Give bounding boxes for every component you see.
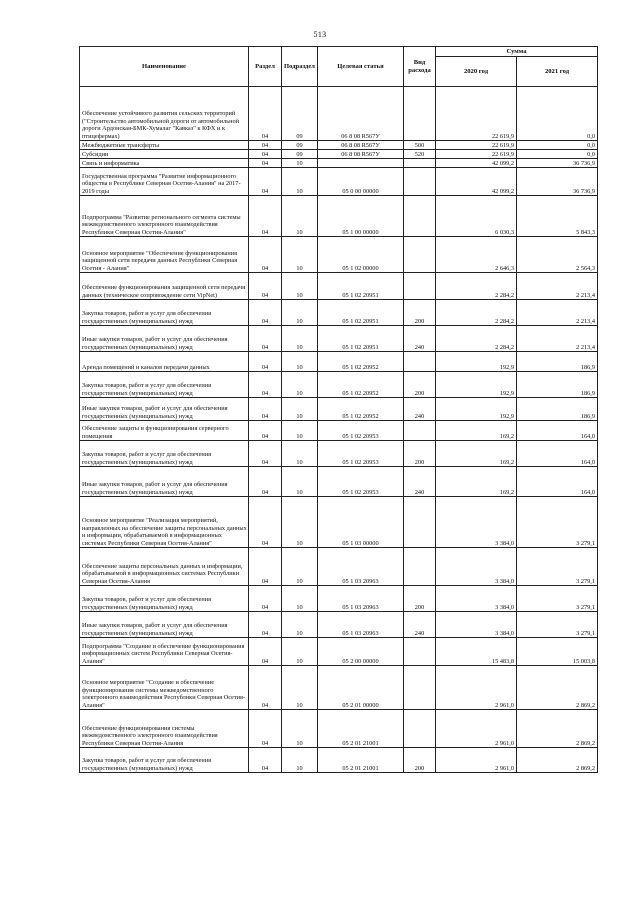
cell-amount-2020: 2 646,3 — [436, 237, 517, 273]
cell-amount-2020: 192,9 — [436, 352, 517, 372]
cell-name: Обеспечение защиты и функционирования серверного помещения — [80, 421, 249, 441]
cell-target-item: 05 1 02 20952 — [318, 372, 404, 398]
table-row — [80, 398, 598, 421]
cell-expense-type — [404, 87, 436, 141]
cell-amount-2021: 0,0 — [517, 87, 598, 141]
cell-name: Закупка товаров, работ и услуг для обеспечения государственных (муниципальных) нужд — [80, 748, 249, 773]
cell-target-item: 05 1 02 20951 — [318, 300, 404, 326]
table-row — [80, 141, 598, 150]
table-row — [80, 666, 598, 710]
table-row — [80, 467, 598, 497]
cell-section: 04 — [249, 87, 282, 141]
cell-section: 04 — [249, 326, 282, 352]
cell-section: 04 — [249, 141, 282, 150]
cell-amount-2020: 2 961,0 — [436, 710, 517, 748]
cell-name: Обеспечение защиты персональных данных и информации, обрабатываемой в информационных системах Республики Северная Осетия-Алания — [80, 548, 249, 586]
cell-section: 04 — [249, 273, 282, 300]
cell-amount-2020: 2 284,2 — [436, 273, 517, 300]
cell-name: Обеспечение устойчивого развития сельских территорий ("Строительство автомобильной дороги от автомобильной дороги Ардонская-БМК-Хумалаг "Кавказ" к КФХ и к птицефермах) — [80, 87, 249, 141]
budget-table — [79, 46, 598, 773]
table-row — [80, 159, 598, 168]
table-row — [80, 710, 598, 748]
cell-section: 04 — [249, 612, 282, 638]
cell-expense-type — [404, 666, 436, 710]
cell-section: 04 — [249, 748, 282, 773]
cell-amount-2021: 15 003,8 — [517, 638, 598, 666]
cell-subsection: 10 — [282, 237, 318, 273]
cell-subsection: 10 — [282, 196, 318, 237]
cell-section: 04 — [249, 586, 282, 612]
cell-amount-2021: 2 213,4 — [517, 273, 598, 300]
cell-amount-2020: 22 619,9 — [436, 141, 517, 150]
cell-amount-2020: 3 384,0 — [436, 497, 517, 548]
cell-expense-type: 200 — [404, 441, 436, 467]
cell-subsection: 10 — [282, 497, 318, 548]
table-row — [80, 638, 598, 666]
table-row — [80, 87, 598, 141]
cell-section: 04 — [249, 352, 282, 372]
cell-amount-2021: 2 564,3 — [517, 237, 598, 273]
cell-target-item: 05 1 02 20951 — [318, 273, 404, 300]
header-target-item: Целевая статья — [318, 47, 404, 87]
cell-name: Закупка товаров, работ и услуг для обеспечения государственных (муниципальных) нужд — [80, 441, 249, 467]
cell-amount-2020: 169,2 — [436, 467, 517, 497]
table-row — [80, 300, 598, 326]
cell-section: 04 — [249, 467, 282, 497]
cell-target-item: 05 1 02 00000 — [318, 237, 404, 273]
cell-amount-2020: 22 619,9 — [436, 150, 517, 159]
table-row — [80, 441, 598, 467]
cell-section: 04 — [249, 548, 282, 586]
cell-subsection: 10 — [282, 548, 318, 586]
cell-target-item: 05 1 00 00000 — [318, 196, 404, 237]
cell-name: Основное мероприятие "Обеспечение функционирования защищенной сети передачи данных Республики Северная Осетия - Алания" — [80, 237, 249, 273]
cell-expense-type: 240 — [404, 467, 436, 497]
cell-subsection: 10 — [282, 168, 318, 196]
cell-amount-2021: 2 869,2 — [517, 748, 598, 773]
cell-amount-2020: 42 099,2 — [436, 159, 517, 168]
cell-amount-2021: 0,0 — [517, 141, 598, 150]
cell-amount-2021: 0,0 — [517, 150, 598, 159]
cell-target-item: 05 2 01 21001 — [318, 710, 404, 748]
cell-name: Подпрограмма "Развитие регионального сегмента системы межведомственного электронного взаимодействия Республики Северная Осетия-Алания" — [80, 196, 249, 237]
cell-name: Субсидии — [80, 150, 249, 159]
cell-target-item: 05 2 01 00000 — [318, 666, 404, 710]
cell-amount-2020: 2 284,2 — [436, 326, 517, 352]
cell-target-item: 05 1 02 20951 — [318, 326, 404, 352]
cell-expense-type — [404, 352, 436, 372]
cell-name: Иные закупки товаров, работ и услуг для обеспечения государственных (муниципальных) нужд — [80, 467, 249, 497]
cell-name: Основное мероприятие "Реализация мероприятий, направленных на обеспечение защиты персональных данных и информации, обрабатываемой в информационных системах Республики Северная Осетия-Алания" — [80, 497, 249, 548]
cell-subsection: 10 — [282, 421, 318, 441]
cell-target-item: 05 1 03 20963 — [318, 548, 404, 586]
cell-subsection: 10 — [282, 159, 318, 168]
header-year-2021: 2021 год — [517, 57, 598, 87]
cell-amount-2020: 3 384,0 — [436, 586, 517, 612]
cell-target-item: 05 1 02 20953 — [318, 421, 404, 441]
cell-target-item: 05 1 02 20953 — [318, 441, 404, 467]
cell-name: Основное мероприятие "Создание и обеспечение функционирования системы межведомственного электронного взаимодействия Республики Северная Осетия-Алания" — [80, 666, 249, 710]
cell-subsection: 10 — [282, 300, 318, 326]
cell-amount-2021: 186,9 — [517, 352, 598, 372]
cell-amount-2021: 3 279,1 — [517, 586, 598, 612]
cell-name: Обеспечение функционирования системы межведомственного электронного взаимодействия Республики Северная Осетия-Алания — [80, 710, 249, 748]
table-body — [80, 87, 598, 773]
cell-amount-2020: 169,2 — [436, 441, 517, 467]
header-subsection: Подраздел — [282, 47, 318, 87]
cell-expense-type: 500 — [404, 141, 436, 150]
cell-amount-2020: 3 384,0 — [436, 612, 517, 638]
cell-name: Аренда помещений и каналов передачи данных — [80, 352, 249, 372]
cell-subsection: 10 — [282, 467, 318, 497]
cell-subsection: 10 — [282, 612, 318, 638]
cell-subsection: 10 — [282, 710, 318, 748]
cell-subsection: 10 — [282, 326, 318, 352]
cell-amount-2021: 36 736,9 — [517, 159, 598, 168]
cell-subsection: 10 — [282, 586, 318, 612]
cell-expense-type: 200 — [404, 586, 436, 612]
cell-subsection: 09 — [282, 87, 318, 141]
cell-section: 04 — [249, 168, 282, 196]
cell-expense-type — [404, 273, 436, 300]
cell-expense-type — [404, 421, 436, 441]
cell-expense-type: 200 — [404, 748, 436, 773]
cell-amount-2020: 192,9 — [436, 398, 517, 421]
cell-section: 04 — [249, 372, 282, 398]
cell-amount-2021: 164,0 — [517, 441, 598, 467]
cell-expense-type — [404, 196, 436, 237]
cell-amount-2021: 186,9 — [517, 398, 598, 421]
table-row — [80, 586, 598, 612]
table-row — [80, 168, 598, 196]
cell-amount-2021: 2 213,4 — [517, 326, 598, 352]
cell-section: 04 — [249, 237, 282, 273]
cell-expense-type: 200 — [404, 372, 436, 398]
cell-subsection: 10 — [282, 398, 318, 421]
cell-section: 04 — [249, 196, 282, 237]
cell-name: Государственная программа "Развитие информационного общества в Республике Северная Осетия-Алания" на 2017-2019 годы — [80, 168, 249, 196]
cell-expense-type: 200 — [404, 300, 436, 326]
cell-expense-type: 240 — [404, 398, 436, 421]
cell-section: 04 — [249, 497, 282, 548]
cell-amount-2020: 22 619,9 — [436, 87, 517, 141]
cell-target-item: 05 2 00 00000 — [318, 638, 404, 666]
table-row — [80, 372, 598, 398]
cell-expense-type — [404, 237, 436, 273]
cell-section: 04 — [249, 300, 282, 326]
table-row — [80, 196, 598, 237]
table-row — [80, 352, 598, 372]
cell-subsection: 10 — [282, 666, 318, 710]
cell-expense-type: 240 — [404, 326, 436, 352]
cell-section: 04 — [249, 159, 282, 168]
cell-name: Иные закупки товаров, работ и услуг для обеспечения государственных (муниципальных) нужд — [80, 398, 249, 421]
cell-section: 04 — [249, 421, 282, 441]
cell-name: Подпрограмма "Создание и обеспечение функционирования информационных систем Республики Северная Осетия-Алания" — [80, 638, 249, 666]
cell-target-item — [318, 159, 404, 168]
cell-target-item: 05 2 01 21001 — [318, 748, 404, 773]
cell-expense-type: 240 — [404, 612, 436, 638]
cell-subsection: 10 — [282, 273, 318, 300]
cell-subsection: 09 — [282, 150, 318, 159]
cell-expense-type — [404, 497, 436, 548]
cell-target-item: 06 8 08 R567У — [318, 141, 404, 150]
cell-target-item: 06 8 08 R567У — [318, 87, 404, 141]
cell-section: 04 — [249, 638, 282, 666]
header-year-2020: 2020 год — [436, 57, 517, 87]
cell-amount-2020: 42 099,2 — [436, 168, 517, 196]
cell-name: Иные закупки товаров, работ и услуг для обеспечения государственных (муниципальных) нужд — [80, 612, 249, 638]
cell-section: 04 — [249, 398, 282, 421]
cell-amount-2020: 2 961,0 — [436, 748, 517, 773]
table-row — [80, 421, 598, 441]
cell-amount-2021: 2 869,2 — [517, 666, 598, 710]
table-row — [80, 150, 598, 159]
cell-section: 04 — [249, 441, 282, 467]
cell-amount-2021: 186,9 — [517, 372, 598, 398]
cell-target-item: 05 1 02 20952 — [318, 398, 404, 421]
cell-amount-2021: 3 279,1 — [517, 548, 598, 586]
header-section: Раздел — [249, 47, 282, 87]
cell-amount-2021: 3 279,1 — [517, 497, 598, 548]
page-number: 513 — [313, 30, 327, 39]
cell-amount-2021: 164,0 — [517, 421, 598, 441]
header-name: Наименование — [80, 47, 249, 87]
table-row — [80, 237, 598, 273]
cell-name: Закупка товаров, работ и услуг для обеспечения государственных (муниципальных) нужд — [80, 372, 249, 398]
cell-amount-2021: 3 279,1 — [517, 612, 598, 638]
cell-expense-type — [404, 168, 436, 196]
cell-amount-2020: 192,9 — [436, 372, 517, 398]
cell-section: 04 — [249, 666, 282, 710]
table-row — [80, 326, 598, 352]
table-row — [80, 273, 598, 300]
table-row — [80, 748, 598, 773]
cell-subsection: 10 — [282, 441, 318, 467]
cell-target-item: 05 1 02 20952 — [318, 352, 404, 372]
table-row — [80, 548, 598, 586]
cell-expense-type — [404, 638, 436, 666]
header-expense-type: Вид расхода — [404, 47, 436, 87]
cell-section: 04 — [249, 710, 282, 748]
cell-expense-type: 520 — [404, 150, 436, 159]
cell-target-item: 06 8 08 R567У — [318, 150, 404, 159]
cell-name: Иные закупки товаров, работ и услуг для обеспечения государственных (муниципальных) нужд — [80, 326, 249, 352]
cell-name: Закупка товаров, работ и услуг для обеспечения государственных (муниципальных) нужд — [80, 586, 249, 612]
cell-subsection: 10 — [282, 372, 318, 398]
cell-amount-2020: 3 384,0 — [436, 548, 517, 586]
cell-target-item: 05 0 00 00000 — [318, 168, 404, 196]
cell-amount-2021: 36 736,9 — [517, 168, 598, 196]
cell-expense-type — [404, 159, 436, 168]
cell-amount-2021: 164,0 — [517, 467, 598, 497]
cell-target-item: 05 1 03 20963 — [318, 586, 404, 612]
cell-subsection: 10 — [282, 748, 318, 773]
table-row — [80, 497, 598, 548]
cell-name: Закупка товаров, работ и услуг для обеспечения государственных (муниципальных) нужд — [80, 300, 249, 326]
cell-amount-2020: 2 284,2 — [436, 300, 517, 326]
cell-amount-2021: 2 213,4 — [517, 300, 598, 326]
cell-expense-type — [404, 548, 436, 586]
cell-subsection: 10 — [282, 638, 318, 666]
cell-amount-2021: 2 869,2 — [517, 710, 598, 748]
cell-name: Связь и информатика — [80, 159, 249, 168]
cell-amount-2020: 6 030,3 — [436, 196, 517, 237]
header-sum: Сумма — [436, 47, 598, 57]
cell-target-item: 05 1 03 00000 — [318, 497, 404, 548]
cell-amount-2020: 169,2 — [436, 421, 517, 441]
cell-name: Обеспечение функционирования защищенной сети передачи данных (техническое сопровождение сети VipNet) — [80, 273, 249, 300]
table-row — [80, 612, 598, 638]
cell-amount-2021: 5 843,3 — [517, 196, 598, 237]
cell-subsection: 10 — [282, 352, 318, 372]
cell-subsection: 09 — [282, 141, 318, 150]
cell-expense-type — [404, 710, 436, 748]
cell-target-item: 05 1 02 20953 — [318, 467, 404, 497]
cell-name: Межбюджетные трансферты — [80, 141, 249, 150]
cell-target-item: 05 1 03 20963 — [318, 612, 404, 638]
cell-amount-2020: 15 483,8 — [436, 638, 517, 666]
cell-amount-2020: 2 961,0 — [436, 666, 517, 710]
cell-section: 04 — [249, 150, 282, 159]
